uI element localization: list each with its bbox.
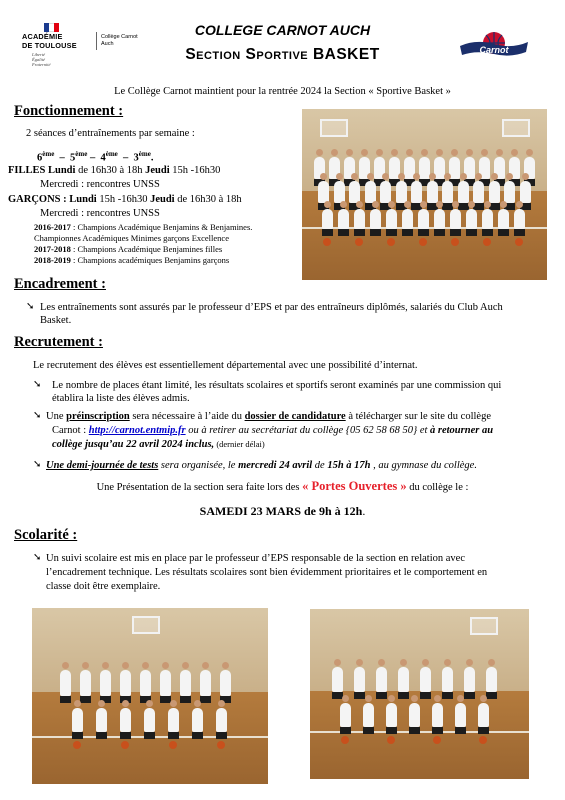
section-heading-recrutement: Recrutement : — [14, 334, 103, 350]
recrutement-preinscription-cont: Carnot : http://carnot.entmip.fr ou à retirer au secrétariat du collège {05 62 58 68 50} et à retourner au — [52, 425, 494, 436]
player-shorts — [418, 229, 429, 236]
player-head — [356, 659, 363, 666]
section-heading-encadrement: Encadrement : — [14, 276, 106, 292]
levels-text: 6ème – 5ème – 4ème – 3ème. — [37, 150, 154, 164]
player-figure — [450, 209, 461, 229]
player-head — [457, 695, 464, 702]
player-figure — [386, 703, 397, 727]
player-head — [506, 173, 513, 180]
player-head — [82, 662, 89, 669]
player-figure — [427, 181, 438, 203]
player-figure — [442, 667, 453, 692]
player-shorts — [458, 203, 469, 210]
player-figure — [168, 708, 179, 732]
sessions-text: 2 séances d’entraînements par semaine : — [26, 128, 195, 139]
player-figure — [365, 181, 376, 203]
player-figure — [322, 209, 333, 229]
player-figure — [473, 181, 484, 203]
basketball — [387, 736, 395, 744]
open-day-date: SAMEDI 23 MARS de 9h à 12h. — [199, 504, 366, 518]
page-title: COLLEGE CARNOT AUCH — [194, 22, 371, 38]
club-logo-icon — [456, 30, 532, 64]
player-figure — [398, 667, 409, 692]
player-shorts — [216, 732, 227, 739]
player-shorts — [409, 727, 420, 734]
player-shorts — [398, 692, 409, 699]
bullet-arrow-icon: ➘ — [33, 552, 42, 563]
player-figure — [466, 209, 477, 229]
garcons-wednesday: Mercredi : rencontres UNSS — [40, 208, 160, 219]
page-subtitle: Section Sportive BASKET — [185, 46, 380, 63]
basketball — [419, 238, 427, 246]
club-logo-text: Carnot — [479, 45, 509, 55]
team-photo-bottom-right — [310, 609, 529, 779]
player-figure — [409, 703, 420, 727]
player-head — [460, 173, 467, 180]
player-head — [422, 659, 429, 666]
player-head — [488, 659, 495, 666]
player-figure — [478, 703, 489, 727]
player-shorts — [96, 732, 107, 739]
team-photo-bottom-left — [32, 608, 268, 784]
player-head — [372, 201, 379, 208]
player-head — [356, 201, 363, 208]
player-head — [340, 201, 347, 208]
player-head — [361, 149, 368, 156]
player-figure — [354, 209, 365, 229]
basketball — [73, 741, 81, 749]
player-shorts — [120, 732, 131, 739]
encadrement-text: Les entraînements sont assurés par le professeur d’EPS et par des entraîneurs diplômés, salariés du Club Auch — [40, 302, 503, 313]
basketball — [121, 741, 129, 749]
player-shorts — [363, 727, 374, 734]
player-head — [162, 662, 169, 669]
player-head — [346, 149, 353, 156]
palmares-item: 2017-2018 : Champions Académique Benjamines filles — [34, 244, 223, 254]
player-shorts — [354, 692, 365, 699]
player-head — [496, 149, 503, 156]
player-shorts — [450, 229, 461, 236]
player-shorts — [402, 229, 413, 236]
player-figure — [504, 181, 515, 203]
player-head — [202, 662, 209, 669]
player-head — [420, 201, 427, 208]
player-head — [413, 173, 420, 180]
player-head — [142, 662, 149, 669]
player-head — [218, 700, 225, 707]
player-figure — [370, 209, 381, 229]
filles-schedule: FILLES Lundi de 16h30 à 18h Jeudi 15h -16h30 — [8, 165, 221, 176]
player-head — [526, 149, 533, 156]
player-head — [378, 659, 385, 666]
player-figure — [216, 708, 227, 732]
player-head — [331, 149, 338, 156]
player-figure — [418, 209, 429, 229]
player-figure — [96, 708, 107, 732]
scolarite-text-end: classe doit être exemplaire. — [46, 581, 161, 592]
player-shorts — [478, 727, 489, 734]
scolarite-text: Un suivi scolaire est mis en place par le professeur d’EPS responsable de la section en relation avec — [46, 553, 465, 564]
player-figure — [120, 670, 131, 696]
player-shorts — [340, 727, 351, 734]
player-figure — [434, 209, 445, 229]
player-head — [511, 149, 518, 156]
player-head — [398, 173, 405, 180]
player-head — [334, 659, 341, 666]
palmares-item: Championnes Académiques Minimes garçons Excellence — [34, 233, 229, 243]
player-head — [382, 173, 389, 180]
player-head — [194, 700, 201, 707]
player-shorts — [192, 732, 203, 739]
bullet-arrow-icon: ➘ — [33, 459, 42, 470]
player-head — [62, 662, 69, 669]
academy-name: ACADÉMIE DE TOULOUSE — [22, 32, 77, 50]
portes-ouvertes-text: Une Présentation de la section sera faite lors des « Portes Ouvertes » du collège le : — [96, 479, 469, 493]
player-figure — [486, 667, 497, 692]
player-figure — [144, 708, 155, 732]
player-figure — [420, 667, 431, 692]
player-figure — [334, 181, 345, 203]
player-head — [74, 700, 81, 707]
player-figure — [354, 667, 365, 692]
player-head — [436, 201, 443, 208]
player-head — [444, 659, 451, 666]
player-figure — [340, 703, 351, 727]
player-head — [222, 662, 229, 669]
player-head — [406, 149, 413, 156]
player-head — [388, 695, 395, 702]
basketball — [355, 238, 363, 246]
player-head — [404, 201, 411, 208]
player-head — [484, 201, 491, 208]
recrutement-places: Le nombre de places étant limité, les résultats scolaires et sportifs seront examinés par une commission qui — [52, 380, 502, 391]
player-figure — [455, 703, 466, 727]
player-shorts — [200, 696, 211, 703]
player-figure — [482, 209, 493, 229]
encadrement-text-cont: Basket. — [40, 315, 72, 326]
basketball — [169, 741, 177, 749]
player-figure — [192, 708, 203, 732]
basketball — [387, 238, 395, 246]
player-figure — [402, 209, 413, 229]
player-shorts — [60, 696, 71, 703]
player-figure — [80, 670, 91, 696]
player-shorts — [180, 696, 191, 703]
player-shorts — [72, 732, 83, 739]
player-shorts — [464, 692, 475, 699]
basketball — [483, 238, 491, 246]
player-figure — [120, 708, 131, 732]
recrutement-deadline: collège jusqu’au 22 avril 2024 inclus, (dernier délai) — [52, 439, 265, 450]
player-figure — [349, 181, 360, 203]
player-figure — [520, 181, 531, 203]
player-figure — [489, 181, 500, 203]
player-head — [365, 695, 372, 702]
player-head — [516, 201, 523, 208]
player-figure — [318, 181, 329, 203]
section-heading-fonctionnement: Fonctionnement : — [14, 103, 124, 119]
player-head — [466, 659, 473, 666]
player-figure — [140, 670, 151, 696]
recrutement-places-cont: établira la liste des élèves admis. — [52, 393, 190, 404]
player-head — [98, 700, 105, 707]
player-head — [376, 149, 383, 156]
player-figure — [411, 181, 422, 203]
player-figure — [220, 670, 231, 696]
recrutement-intro: Le recrutement des élèves est essentiellement départemental avec une possibilité d’internat. — [33, 360, 418, 371]
player-head — [500, 201, 507, 208]
palmares-item: 2016-2017 : Champions Académique Benjamins & Benjamines. — [34, 222, 253, 232]
player-shorts — [370, 229, 381, 236]
player-shorts — [376, 692, 387, 699]
section-heading-scolarite: Scolarité : — [14, 527, 78, 543]
garcons-schedule: GARÇONS : Lundi 15h -16h30 Jeudi de 16h30 à 18h — [8, 194, 242, 205]
recrutement-tests: Une demi-journée de tests sera organisée, le mercredi 24 avril de 15h à 17h , au gymnase du collège. — [46, 460, 477, 471]
player-shorts — [466, 229, 477, 236]
player-head — [122, 700, 129, 707]
player-figure — [442, 181, 453, 203]
player-figure — [60, 670, 71, 696]
player-shorts — [432, 727, 443, 734]
player-figure — [386, 209, 397, 229]
player-shorts — [386, 229, 397, 236]
basketball — [451, 238, 459, 246]
player-head — [421, 149, 428, 156]
player-head — [146, 700, 153, 707]
player-figure — [498, 209, 509, 229]
player-shorts — [338, 229, 349, 236]
player-head — [466, 149, 473, 156]
bullet-arrow-icon: ➘ — [33, 379, 42, 390]
player-head — [400, 659, 407, 666]
player-head — [324, 201, 331, 208]
bullet-arrow-icon: ➘ — [33, 410, 42, 421]
carnot-website-link[interactable]: http://carnot.entmip.fr — [88, 425, 186, 436]
player-figure — [72, 708, 83, 732]
player-head — [436, 149, 443, 156]
player-figure — [332, 667, 343, 692]
player-shorts — [442, 692, 453, 699]
player-head — [491, 173, 498, 180]
player-shorts — [455, 727, 466, 734]
player-head — [391, 149, 398, 156]
player-head — [452, 201, 459, 208]
player-figure — [363, 703, 374, 727]
player-shorts — [420, 692, 431, 699]
player-shorts — [482, 229, 493, 236]
player-head — [444, 173, 451, 180]
filles-wednesday: Mercredi : rencontres UNSS — [40, 179, 160, 190]
player-figure — [100, 670, 111, 696]
player-shorts — [144, 732, 155, 739]
player-head — [388, 201, 395, 208]
basketball — [515, 238, 523, 246]
team-photo-top — [302, 109, 547, 280]
player-shorts — [80, 696, 91, 703]
palmares-item: 2018-2019 : Champions académiques Benjamins garçons — [34, 255, 230, 265]
player-head — [429, 173, 436, 180]
player-shorts — [486, 692, 497, 699]
player-head — [170, 700, 177, 707]
player-figure — [396, 181, 407, 203]
player-head — [522, 173, 529, 180]
basketball — [323, 238, 331, 246]
player-figure — [200, 670, 211, 696]
player-head — [182, 662, 189, 669]
player-shorts — [498, 229, 509, 236]
bullet-arrow-icon: ➘ — [26, 301, 35, 312]
basketball — [217, 741, 225, 749]
player-figure — [338, 209, 349, 229]
player-shorts — [386, 727, 397, 734]
player-head — [475, 173, 482, 180]
player-figure — [458, 181, 469, 203]
player-head — [316, 149, 323, 156]
college-name: Collège Carnot Auch — [101, 34, 138, 47]
academy-motto: Liberté Égalité Fraternité — [32, 52, 51, 67]
basketball — [341, 736, 349, 744]
player-head — [336, 173, 343, 180]
player-head — [468, 201, 475, 208]
basketball — [479, 736, 487, 744]
player-head — [102, 662, 109, 669]
player-head — [342, 695, 349, 702]
player-shorts — [514, 229, 525, 236]
player-figure — [160, 670, 171, 696]
scolarite-text-cont: l’encadrement technique. Les résultats scolaires sont bien évidemment prioritaires et le comportement en — [46, 567, 488, 578]
basketball — [433, 736, 441, 744]
player-shorts — [354, 229, 365, 236]
player-head — [411, 695, 418, 702]
player-head — [481, 149, 488, 156]
player-head — [451, 149, 458, 156]
player-head — [122, 662, 129, 669]
player-shorts — [434, 229, 445, 236]
player-head — [320, 173, 327, 180]
player-head — [367, 173, 374, 180]
recrutement-preinscription: Une préinscription sera nécessaire à l’aide du dossier de candidature à télécharger sur le site du collège — [46, 411, 491, 422]
player-figure — [432, 703, 443, 727]
player-head — [351, 173, 358, 180]
player-figure — [464, 667, 475, 692]
intro-text: Le Collège Carnot maintient pour la rentrée 2024 la Section « Sportive Basket » — [114, 86, 451, 97]
player-shorts — [168, 732, 179, 739]
player-figure — [376, 667, 387, 692]
player-figure — [514, 209, 525, 229]
player-head — [480, 695, 487, 702]
player-head — [434, 695, 441, 702]
player-shorts — [322, 229, 333, 236]
player-figure — [180, 670, 191, 696]
player-figure — [380, 181, 391, 203]
